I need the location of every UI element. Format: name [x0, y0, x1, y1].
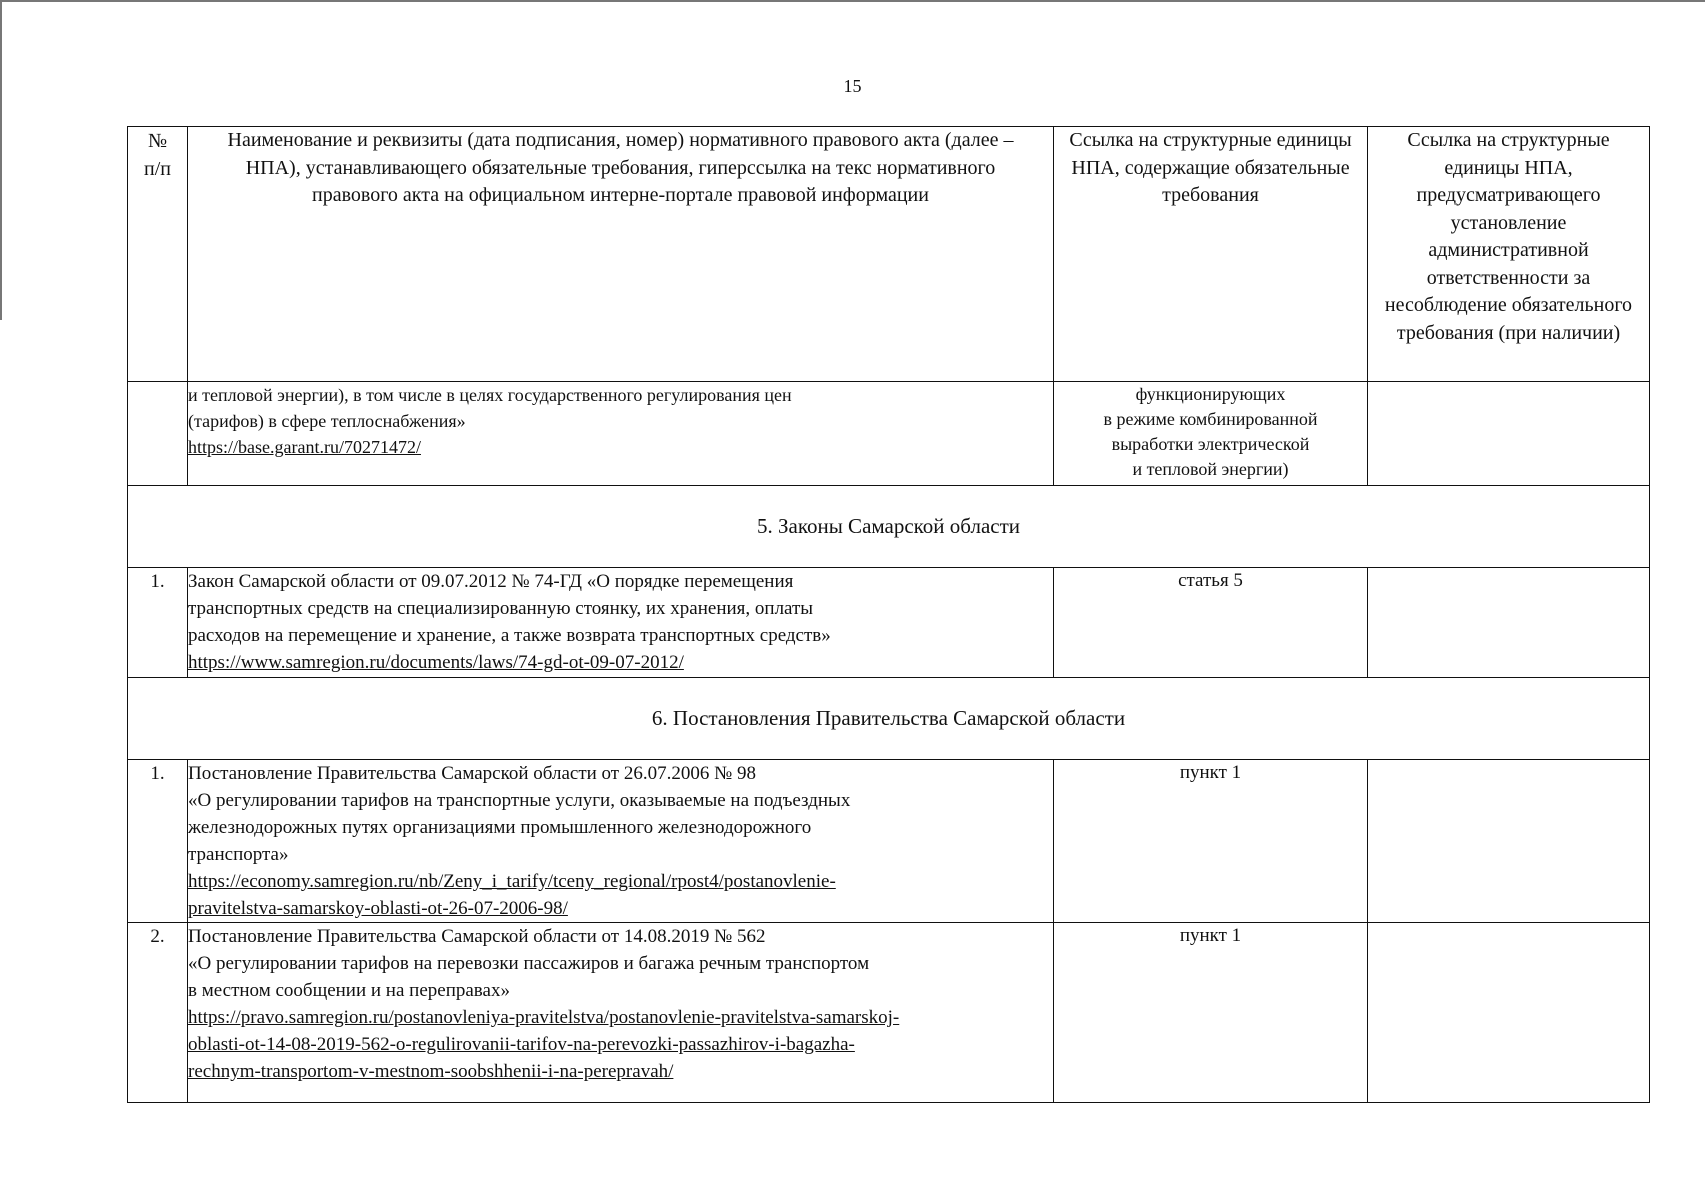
table-header-row [128, 127, 1650, 382]
section-row [128, 486, 1650, 568]
act-link[interactable]: https://pravo.samregion.ru/postanovleniya-pravitelstva/postanovlenie-pravitelstva-samarskoj- [188, 1007, 900, 1028]
liability-cell [1368, 760, 1650, 923]
act-name-line: и тепловой энергии), в том числе в целях государственного регулирования цен [188, 385, 792, 405]
act-name-line: (тарифов) в сфере теплоснабжения» [188, 411, 466, 431]
refs-cell: статья 5 [1054, 568, 1368, 678]
act-name-cell [188, 923, 1054, 1103]
act-link[interactable]: https://base.garant.ru/70271472/ [188, 437, 421, 457]
liability-cell [1368, 568, 1650, 678]
act-name-cell [188, 568, 1054, 678]
act-name-line: расходов на перемещение и хранение, а также возврата транспортных средств» [188, 625, 831, 646]
act-name-line: железнодорожных путях организациями промышленного железнодорожного [188, 817, 812, 838]
row-number: 1. [128, 568, 188, 678]
refs-cell: пункт 1 [1054, 760, 1368, 923]
act-name-line: Постановление Правительства Самарской области от 14.08.2019 № 562 [188, 926, 766, 947]
row-number: 1. [128, 760, 188, 923]
page-number: 15 [843, 76, 862, 96]
table-row [128, 923, 1650, 1103]
refs-cell [1054, 382, 1368, 486]
table-row [128, 760, 1650, 923]
header-refs: Ссылка на структурные единицы НПА, содержащие обязательные требования [1054, 127, 1368, 382]
act-name-line: Постановление Правительства Самарской области от 26.07.2006 № 98 [188, 763, 756, 784]
act-link[interactable]: oblasti-ot-14-08-2019-562-o-regulirovanii-tarifov-na-perevozki-passazhirov-i-bagazha- [188, 1034, 855, 1055]
act-name-cell [188, 760, 1054, 923]
ref-line: в режиме комбинированной [1103, 409, 1318, 429]
requirements-table [127, 126, 1650, 1103]
ref-line: функционирующих [1135, 384, 1286, 404]
act-name-cell [188, 382, 1054, 486]
refs-cell: пункт 1 [1054, 923, 1368, 1103]
table-row [128, 568, 1650, 678]
table-row [128, 382, 1650, 486]
liability-cell [1368, 382, 1650, 486]
ref-line: и тепловой энергии) [1132, 459, 1289, 479]
section-title: 5. Законы Самарской области [128, 486, 1650, 568]
act-name-line: в местном сообщении и на переправах» [188, 980, 510, 1001]
left-scan-border [0, 0, 2, 320]
act-name-line: транспорта» [188, 844, 289, 865]
act-name-line: «О регулировании тарифов на транспортные услуги, оказываемые на подъездных [188, 790, 851, 811]
row-number-cell [128, 382, 188, 486]
act-link[interactable]: https://economy.samregion.ru/nb/Zeny_i_tarify/tceny_regional/rpost4/postanovlenie- [188, 871, 836, 892]
liability-cell [1368, 923, 1650, 1103]
header-liability: Ссылка на структурные единицы НПА, предусматривающего установление административной ответственности за несоблюдение обязательного требования (при наличии) [1368, 127, 1650, 382]
act-name-line: транспортных средств на специализированную стоянку, их хранения, оплаты [188, 598, 814, 619]
ref-line: выработки электрической [1111, 434, 1310, 454]
section-row [128, 678, 1650, 760]
act-name-line: Закон Самарской области от 09.07.2012 № 74-ГД «О порядке перемещения [188, 571, 794, 592]
act-link[interactable]: https://www.samregion.ru/documents/laws/74-gd-ot-09-07-2012/ [188, 652, 684, 673]
top-scan-border [0, 0, 1705, 2]
header-number: № п/п [128, 127, 188, 382]
act-link[interactable]: pravitelstva-samarskoy-oblasti-ot-26-07-2006-98/ [188, 898, 568, 919]
header-name: Наименование и реквизиты (дата подписания, номер) нормативного правового акта (далее – НПА), устанавливающего обязательные требования, гиперссылка на текс нормативного правового акта на официальном интерне-портале правовой информации [188, 127, 1054, 382]
row-number: 2. [128, 923, 188, 1103]
act-link[interactable]: rechnym-transportom-v-mestnom-soobshhenii-i-na-perepravah/ [188, 1061, 674, 1082]
act-name-line: «О регулировании тарифов на перевозки пассажиров и багажа речным транспортом [188, 953, 870, 974]
section-title: 6. Постановления Правительства Самарской области [128, 678, 1650, 760]
